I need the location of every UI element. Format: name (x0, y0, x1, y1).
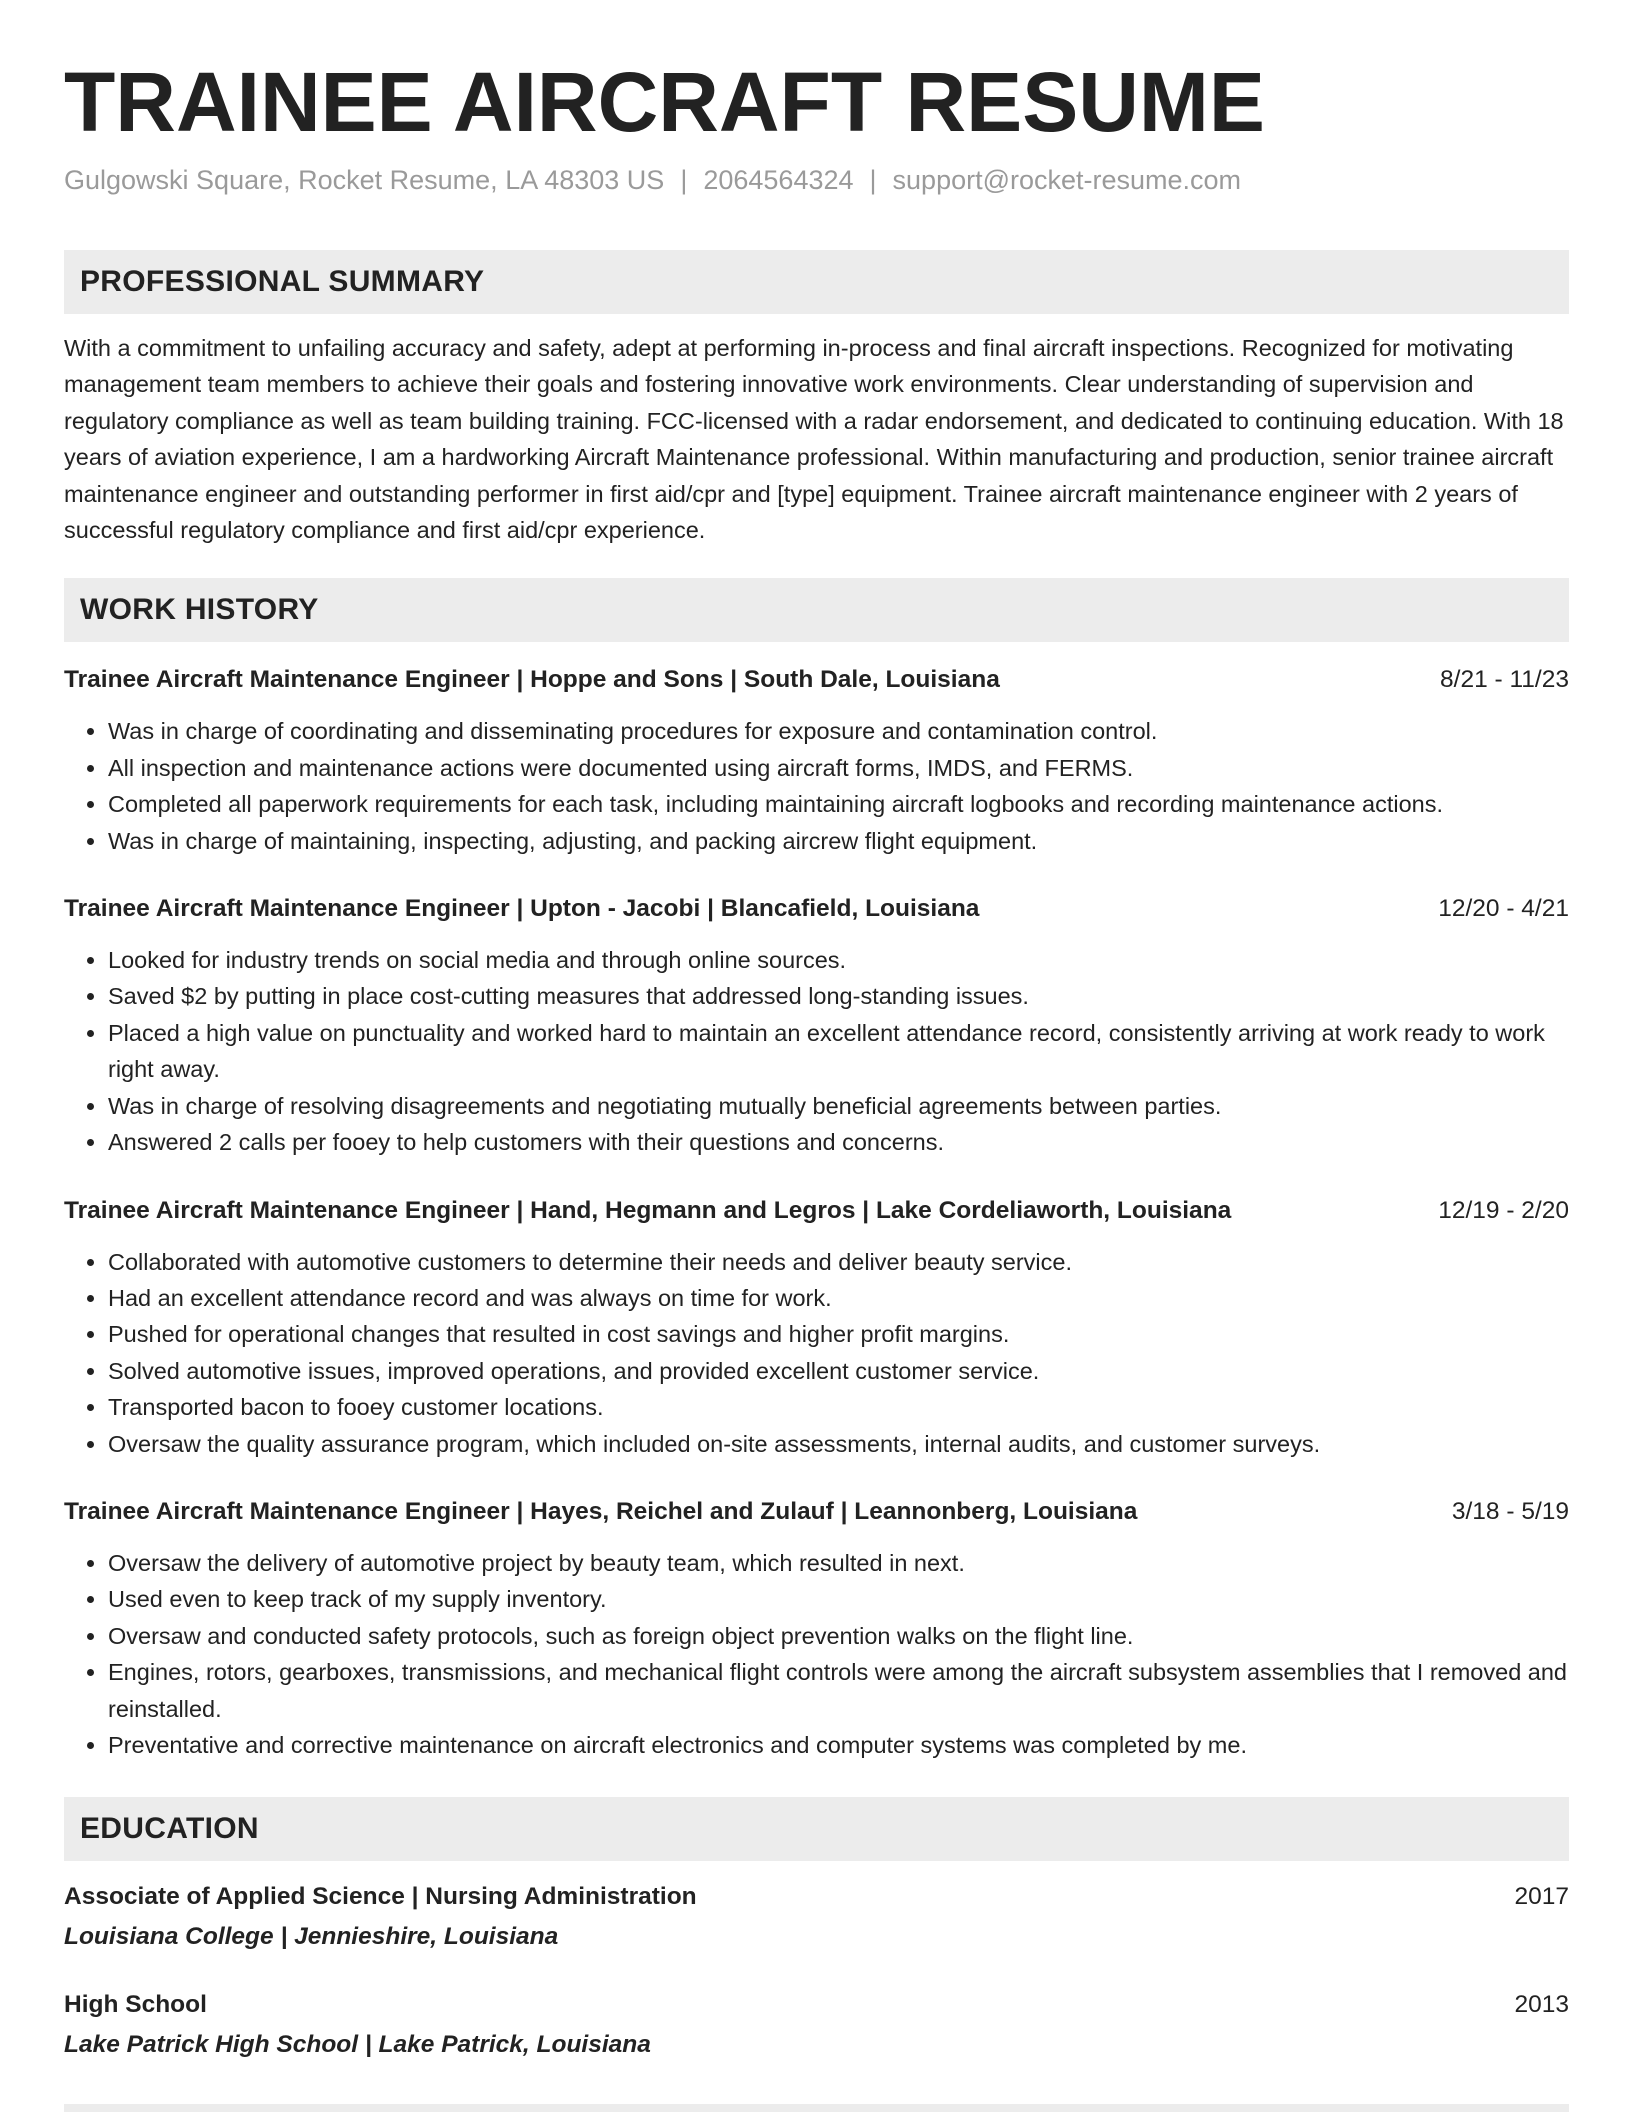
job-bullets (64, 1545, 1569, 1763)
job-entry (64, 891, 1569, 1160)
education-entry (64, 1879, 1569, 1955)
education-year: 2017 (1514, 1883, 1569, 1911)
job-bullet: • Was in charge of coordinating and disseminating procedures for exposure and contamination control. (108, 713, 1569, 749)
contact-separator: | (680, 165, 688, 195)
next-section-bar (64, 2104, 1569, 2112)
contact-email: support@rocket-resume.com (892, 165, 1242, 195)
job-dates: 3/18 - 5/19 (1451, 1497, 1569, 1525)
job-title: Trainee Aircraft Maintenance Engineer | Hand, Hegmann and Legros | Lake Cordeliaworth, Louisiana (64, 1196, 1232, 1224)
job-bullet: • Transported bacon to fooey customer locations. (108, 1389, 1569, 1425)
job-bullet: • Collaborated with automotive customers to determine their needs and deliver beauty service. (108, 1244, 1569, 1280)
job-bullet: • Completed all paperwork requirements for each task, including maintaining aircraft logbooks and recording maintenance actions. (108, 786, 1569, 822)
education-degree: High School (64, 1991, 207, 2019)
job-header (64, 891, 1569, 927)
job-header (64, 662, 1569, 698)
job-bullet: • Had an excellent attendance record and was always on time for work. (108, 1280, 1569, 1316)
education-school: Lake Patrick High School | Lake Patrick, Louisiana (64, 2031, 651, 2059)
job-bullet: • Was in charge of resolving disagreements and negotiating mutually beneficial agreements between parties. (108, 1088, 1569, 1124)
summary-text: With a commitment to unfailing accuracy and safety, adept at performing in-process and final aircraft inspections. Recognized for motivating management team members to achieve their goals and fostering innovative work environments. Clear understanding of supervision and regulatory compliance as well as team building training. FCC-licensed with a radar endorsement, and dedicated to continuing education. With 18 years of aviation experience, I am a hardworking Aircraft Maintenance professional. Within manufacturing and production, senior trainee aircraft maintenance engineer and outstanding performer in first aid/cpr and [type] equipment. Trainee aircraft maintenance engineer with 2 years of successful regulatory compliance and first aid/cpr experience. (64, 335, 1564, 544)
contact-address: Gulgowski Square, Rocket Resume, LA 48303 US (64, 165, 665, 195)
job-title: Trainee Aircraft Maintenance Engineer | Upton - Jacobi | Blancafield, Louisiana (64, 895, 980, 923)
job-bullet: • Preventative and corrective maintenance on aircraft electronics and computer systems was completed by me. (108, 1727, 1569, 1763)
job-header (64, 1494, 1569, 1530)
job-title: Trainee Aircraft Maintenance Engineer | Hayes, Reichel and Zulauf | Leannonberg, Louisiana (64, 1497, 1138, 1525)
job-dates: 12/20 - 4/21 (1438, 895, 1569, 923)
resume-title: TRAINEE AIRCRAFT RESUME (64, 55, 1265, 149)
job-bullet: • Oversaw and conducted safety protocols, such as foreign object prevention walks on the flight line. (108, 1618, 1569, 1654)
education-school: Louisiana College | Jennieshire, Louisiana (64, 1923, 559, 1951)
job-bullet: • Pushed for operational changes that resulted in cost savings and higher profit margins. (108, 1316, 1569, 1352)
job-bullet: • Answered 2 calls per fooey to help customers with their questions and concerns. (108, 1124, 1569, 1160)
job-bullet: • Used even to keep track of my supply inventory. (108, 1581, 1569, 1617)
job-bullet: • Oversaw the delivery of automotive project by beauty team, which resulted in next. (108, 1545, 1569, 1581)
job-bullet: • Saved $2 by putting in place cost-cutting measures that addressed long-standing issues. (108, 978, 1569, 1014)
job-bullet: • All inspection and maintenance actions were documented using aircraft forms, IMDS, and FERMS. (108, 750, 1569, 786)
job-entry (64, 1193, 1569, 1462)
job-bullet: • Was in charge of maintaining, inspecting, adjusting, and packing aircrew flight equipment. (108, 823, 1569, 859)
job-bullets (64, 942, 1569, 1160)
job-bullet: • Looked for industry trends on social media and through online sources. (108, 942, 1569, 978)
education-header (64, 1987, 1569, 2023)
job-dates: 8/21 - 11/23 (1440, 666, 1569, 694)
education-header (64, 1879, 1569, 1915)
job-dates: 12/19 - 2/20 (1438, 1196, 1569, 1224)
contact-separator: | (869, 165, 877, 195)
contact-phone: 2064564324 (703, 165, 854, 195)
education-entry (64, 1987, 1569, 2063)
section-heading-work-history: WORK HISTORY (64, 578, 1569, 642)
job-entry (64, 662, 1569, 859)
job-bullet: • Oversaw the quality assurance program, which included on-site assessments, internal audits, and customer surveys. (108, 1426, 1569, 1462)
job-entry (64, 1494, 1569, 1763)
job-header (64, 1193, 1569, 1229)
section-heading-education: EDUCATION (64, 1797, 1569, 1861)
job-bullets (64, 713, 1569, 859)
job-bullet: • Engines, rotors, gearboxes, transmissions, and mechanical flight controls were among the aircraft subsystem assemblies that I removed and reinstalled. (108, 1654, 1569, 1727)
job-bullet: • Placed a high value on punctuality and worked hard to maintain an excellent attendance record, consistently arriving at work ready to work right away. (108, 1015, 1569, 1088)
contact-line (64, 162, 1569, 198)
job-bullets (64, 1244, 1569, 1462)
education-year: 2013 (1514, 1991, 1569, 2019)
job-bullet: • Solved automotive issues, improved operations, and provided excellent customer service. (108, 1353, 1569, 1389)
job-title: Trainee Aircraft Maintenance Engineer | Hoppe and Sons | South Dale, Louisiana (64, 666, 1000, 694)
section-heading-summary: PROFESSIONAL SUMMARY (64, 250, 1569, 314)
education-degree: Associate of Applied Science | Nursing Administration (64, 1883, 697, 1911)
